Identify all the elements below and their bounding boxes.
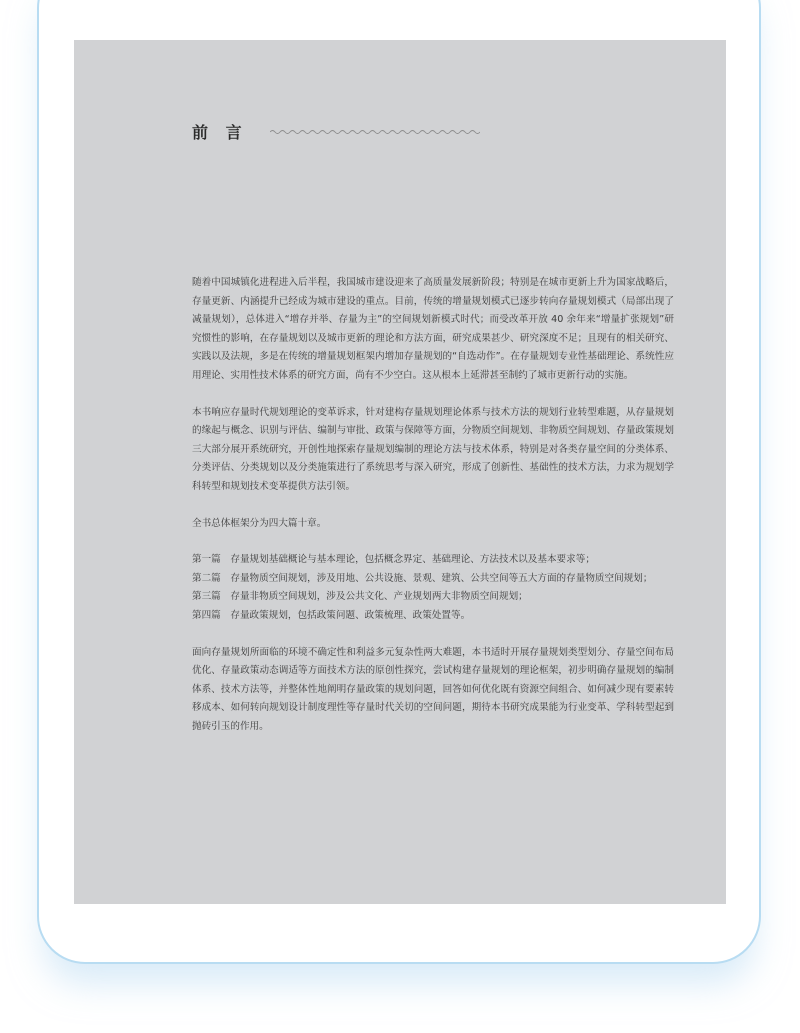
paragraph-intro: 随着中国城镇化进程进入后半程，我国城市建设迎来了高质量发展新阶段；特别是在城市更新上升为国家战略后，存量更新、内涵提升已经成为城市建设的重点。目前，传统的增量规划模式已逐步转向存量规划模式（局部出现了减量规划），总体进入“增存并举、存量为主”的空间规划新模式时代；而受改革开放 40 余年来“增量扩张规划”研究惯性的影响，在存量规划以及城市更新的理论和方法方面，研究成果甚少、研究深度不足；且现有的相关研究、实践以及法规，多是在传统的增量规划框架内增加存量规划的“自选动作”。在存量规划专业性基础理论、系统性应用理论、实用性技术体系的研究方面，尚有不少空白。这从根本上延滞甚至制约了城市更新行动的实施。 <box>192 277 674 381</box>
list-item-part-1: 第一篇 存量规划基础概论与基本理论，包括概念界定、基础理论、方法技术以及基本要求等； <box>192 554 595 566</box>
wavy-divider-icon <box>270 128 480 136</box>
page-title: 前 言 <box>192 123 248 142</box>
list-item-part-4: 第四篇 存量政策规划，包括政策问题、政策梳理、政策处置等。 <box>192 609 471 621</box>
document-body <box>192 274 674 736</box>
parts-list <box>192 551 674 625</box>
document-page <box>74 40 726 904</box>
list-item-part-2: 第二篇 存量物质空间规划，涉及用地、公共设施、景观、建筑、公共空间等五大方面的存量物质空间规划； <box>192 572 653 584</box>
list-item-part-3: 第三篇 存量非物质空间规划，涉及公共文化、产业规划两大非物质空间规划； <box>192 591 528 603</box>
paragraph-response: 本书响应存量时代规划理论的变革诉求，针对建构存量规划理论体系与技术方法的规划行业转型难题，从存量规划的缘起与概念、识别与评估、编制与审批、政策与保障等方面，分物质空间规划、非物质空间规划、存量政策规划三大部分展开系统研究，开创性地探索存量规划编制的理论方法与技术体系，特别是对各类存量空间的分类体系、分类评估、分类规划以及分类施策进行了系统思考与深入研究，形成了创新性、基础性的技术方法，力求为规划学科转型和规划技术变革提供方法引领。 <box>192 406 674 492</box>
paragraph-framework: 全书总体框架分为四大篇十章。 <box>192 517 327 529</box>
paragraph-conclusion: 面向存量规划所面临的环境不确定性和利益多元复杂性两大难题，本书适时开展存量规划类型划分、存量空间布局优化、存量政策动态调适等方面技术方法的原创性探究，尝试构建存量规划的理论框架，初步明确存量规划的编制体系、技术方法等，并整体性地阐明存量政策的规划问题，回答如何优化既有资源空间组合、如何减少现有要素转移成本、如何转向规划设计制度理性等存量时代关切的空间问题，期待本书研究成果能为行业变革、学科转型起到抛砖引玉的作用。 <box>192 646 674 732</box>
section-heading <box>192 120 480 146</box>
